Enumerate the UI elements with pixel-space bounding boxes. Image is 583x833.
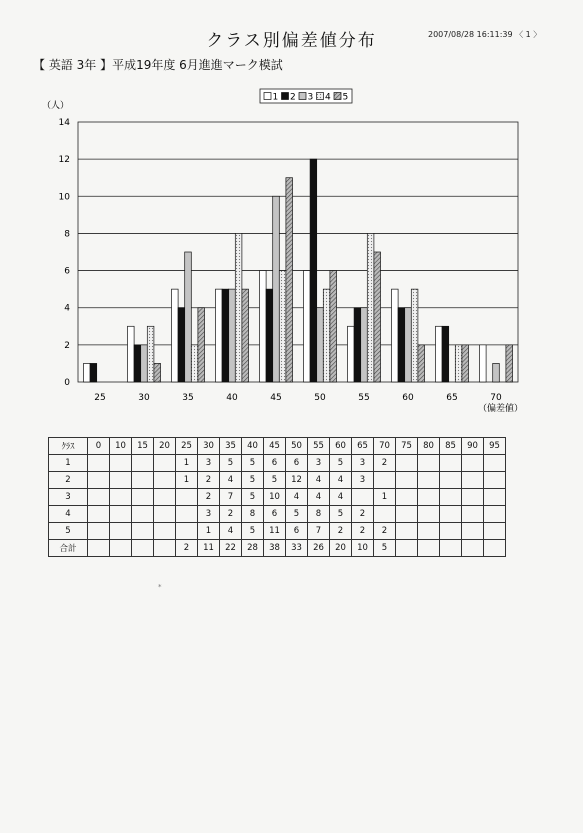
y-tick-label: 2: [64, 340, 70, 351]
table-cell: 2: [352, 523, 374, 540]
histogram-chart: [40, 84, 540, 424]
legend-swatch-2: [282, 93, 289, 100]
score-distribution-table: [48, 437, 506, 557]
bar-class-2-30: [134, 345, 141, 382]
bar-class-2-45: [266, 289, 273, 382]
bar-class-2-40: [222, 289, 229, 382]
page-title: クラス別偏差値分布: [206, 31, 377, 51]
table-cell: [484, 472, 506, 489]
column-header: 60: [330, 438, 352, 455]
row-label: 3: [49, 489, 88, 506]
chart-legend: [260, 89, 352, 103]
table-cell: [396, 455, 418, 472]
table-cell: 2: [176, 540, 198, 557]
table-row: [49, 523, 506, 540]
bar-class-2-50: [310, 159, 317, 382]
table-cell: 12: [286, 472, 308, 489]
bar-class-4-60: [411, 289, 418, 382]
legend-swatch-3: [299, 93, 306, 100]
table-cell: 2: [198, 472, 220, 489]
bar-class-4-45: [279, 271, 286, 382]
bar-class-5-55: [374, 252, 381, 382]
legend-label-3: 3: [307, 92, 314, 103]
table-cell: [396, 540, 418, 557]
table-cell: [88, 506, 110, 523]
table-cell: [396, 506, 418, 523]
table-cell: 2: [198, 489, 220, 506]
table-row: [49, 506, 506, 523]
column-header: 65: [352, 438, 374, 455]
x-tick-label: 25: [94, 393, 106, 403]
bar-class-1-65: [436, 326, 443, 382]
x-tick-label: 65: [446, 393, 458, 403]
table-cell: [110, 506, 132, 523]
column-header: 0: [88, 438, 110, 455]
table-cell: 2: [352, 506, 374, 523]
table-cell: 4: [308, 489, 330, 506]
bar-class-5-60: [418, 345, 425, 382]
y-axis-ticks: [59, 118, 71, 388]
bar-class-5-70: [506, 345, 513, 382]
bar-class-1-55: [348, 326, 355, 382]
bar-class-4-35: [191, 345, 198, 382]
table-cell: [132, 506, 154, 523]
table-cell: [462, 540, 484, 557]
table-cell: 2: [220, 506, 242, 523]
table-cell: 28: [242, 540, 264, 557]
x-tick-label: 70: [490, 393, 502, 403]
column-header: 15: [132, 438, 154, 455]
table-row: [49, 455, 506, 472]
y-tick-label: 6: [64, 266, 70, 277]
table-cell: [110, 455, 132, 472]
table-cell: [462, 506, 484, 523]
table-cell: [132, 540, 154, 557]
table-cell: 11: [264, 523, 286, 540]
legend-label-4: 4: [325, 92, 331, 103]
bar-class-4-50: [323, 289, 330, 382]
bar-class-3-30: [141, 345, 148, 382]
bar-class-4-55: [367, 233, 374, 382]
table-cell: [176, 489, 198, 506]
column-header: 90: [462, 438, 484, 455]
x-tick-label: 40: [226, 393, 238, 403]
table-cell: [440, 489, 462, 506]
table-cell: 5: [374, 540, 396, 557]
bar-class-4-30: [147, 326, 154, 382]
table-cell: 5: [242, 489, 264, 506]
legend-label-5: 5: [342, 92, 349, 103]
table-cell: [462, 489, 484, 506]
table-cell: 4: [330, 472, 352, 489]
row-label: 5: [49, 523, 88, 540]
table-cell: 20: [330, 540, 352, 557]
row-label: 4: [49, 506, 88, 523]
bar-class-3-40: [229, 289, 236, 382]
x-tick-label: 45: [270, 393, 282, 403]
table-cell: [396, 489, 418, 506]
row-label: 1: [49, 455, 88, 472]
bar-class-1-30: [128, 326, 135, 382]
column-header: 70: [374, 438, 396, 455]
table-cell: 10: [352, 540, 374, 557]
table-cell: 5: [264, 472, 286, 489]
bar-class-1-60: [392, 289, 399, 382]
table-cell: [440, 472, 462, 489]
table-cell: [440, 455, 462, 472]
table-cell: 6: [264, 506, 286, 523]
table-cell: 2: [330, 523, 352, 540]
table-cell: [154, 540, 176, 557]
bar-class-1-50: [304, 271, 311, 382]
table-cell: 5: [330, 455, 352, 472]
table-cell: 1: [176, 455, 198, 472]
x-tick-label: 55: [358, 393, 370, 403]
row-label: 合計: [49, 540, 88, 557]
column-header: 20: [154, 438, 176, 455]
bar-class-3-35: [185, 252, 192, 382]
table-cell: [154, 472, 176, 489]
table-cell: [418, 472, 440, 489]
stray-mark: *: [158, 583, 162, 591]
table-cell: [110, 472, 132, 489]
table-row: [49, 472, 506, 489]
bar-class-3-45: [273, 196, 280, 382]
table-cell: 11: [198, 540, 220, 557]
table-cell: 8: [308, 506, 330, 523]
column-header: 50: [286, 438, 308, 455]
table-cell: [462, 472, 484, 489]
table-cell: 6: [286, 455, 308, 472]
column-header: 55: [308, 438, 330, 455]
bar-class-1-45: [260, 271, 267, 382]
bar-class-2-55: [354, 308, 361, 382]
y-axis-unit-label: （人）: [42, 101, 70, 111]
column-header: 95: [484, 438, 506, 455]
table-cell: [88, 455, 110, 472]
bar-class-2-65: [442, 326, 449, 382]
table-cell: 33: [286, 540, 308, 557]
table-cell: 4: [286, 489, 308, 506]
bar-class-5-50: [330, 271, 337, 382]
table-cell: 3: [352, 472, 374, 489]
x-tick-label: 30: [138, 393, 150, 403]
legend-swatch-1: [264, 93, 271, 100]
legend-label-1: 1: [272, 92, 279, 103]
table-cell: 7: [308, 523, 330, 540]
bar-class-1-70: [480, 345, 487, 382]
bar-class-2-25: [90, 363, 97, 382]
column-header: 25: [176, 438, 198, 455]
table-cell: [88, 540, 110, 557]
table-corner-label: ｸﾗｽ: [49, 438, 88, 455]
table-cell: [88, 489, 110, 506]
table-cell: [418, 540, 440, 557]
table-row: [49, 540, 506, 557]
bar-class-2-60: [398, 308, 405, 382]
table-cell: 5: [286, 506, 308, 523]
table-cell: [88, 523, 110, 540]
gridlines: [78, 159, 518, 345]
bar-class-1-40: [216, 289, 223, 382]
bar-class-2-35: [178, 308, 185, 382]
column-header: 85: [440, 438, 462, 455]
table-cell: [154, 489, 176, 506]
legend-label-2: 2: [290, 92, 296, 103]
table-cell: [484, 455, 506, 472]
column-header: 40: [242, 438, 264, 455]
bar-class-5-45: [286, 178, 293, 382]
x-tick-label: 60: [402, 393, 414, 403]
y-tick-label: 4: [64, 303, 70, 314]
table-cell: [176, 523, 198, 540]
column-header: 80: [418, 438, 440, 455]
table-cell: 7: [220, 489, 242, 506]
table-cell: 4: [220, 523, 242, 540]
table-cell: [374, 472, 396, 489]
table-cell: 6: [286, 523, 308, 540]
table-cell: 4: [330, 489, 352, 506]
table-cell: [154, 455, 176, 472]
print-timestamp: 2007/08/28 16:11:39 〈 1 〉: [428, 30, 542, 39]
table-cell: [462, 523, 484, 540]
table-cell: [154, 523, 176, 540]
table-cell: 1: [176, 472, 198, 489]
column-header: 45: [264, 438, 286, 455]
column-header: 10: [110, 438, 132, 455]
column-header: 30: [198, 438, 220, 455]
table-cell: 5: [242, 472, 264, 489]
table-cell: 8: [242, 506, 264, 523]
table-row: [49, 489, 506, 506]
table-cell: 6: [264, 455, 286, 472]
table-cell: [440, 523, 462, 540]
table-cell: 4: [308, 472, 330, 489]
legend-swatch-5: [334, 93, 341, 100]
column-header: 75: [396, 438, 418, 455]
table-cell: [132, 489, 154, 506]
y-tick-label: 12: [58, 155, 70, 166]
bar-class-4-65: [455, 345, 462, 382]
table-cell: [484, 489, 506, 506]
table-cell: [110, 523, 132, 540]
table-cell: 2: [374, 523, 396, 540]
table-cell: [440, 506, 462, 523]
table-cell: [418, 489, 440, 506]
table-cell: 26: [308, 540, 330, 557]
bar-class-3-55: [361, 308, 368, 382]
bar-class-3-50: [317, 308, 324, 382]
table-cell: 38: [264, 540, 286, 557]
table-cell: [176, 506, 198, 523]
bar-class-3-70: [493, 363, 500, 382]
y-tick-label: 10: [58, 192, 70, 203]
table-header-row: [49, 438, 506, 455]
row-label: 2: [49, 472, 88, 489]
table-cell: [418, 455, 440, 472]
table-cell: 3: [198, 506, 220, 523]
table-cell: 1: [374, 489, 396, 506]
bar-class-3-60: [405, 308, 412, 382]
table-cell: [484, 523, 506, 540]
table-cell: 5: [242, 523, 264, 540]
table-cell: [352, 489, 374, 506]
table-cell: [154, 506, 176, 523]
table-cell: [132, 472, 154, 489]
table-cell: 4: [220, 472, 242, 489]
x-axis-ticks: [94, 393, 502, 403]
table-cell: [484, 506, 506, 523]
table-cell: [110, 540, 132, 557]
bar-class-1-35: [172, 289, 179, 382]
table-cell: 3: [352, 455, 374, 472]
y-tick-label: 0: [64, 378, 70, 388]
bar-class-5-30: [154, 363, 161, 382]
table-cell: [132, 523, 154, 540]
table-cell: [396, 472, 418, 489]
table-cell: 22: [220, 540, 242, 557]
table-cell: [484, 540, 506, 557]
column-header: 35: [220, 438, 242, 455]
table-cell: 1: [198, 523, 220, 540]
table-cell: 10: [264, 489, 286, 506]
table-cell: [440, 540, 462, 557]
table-cell: [396, 523, 418, 540]
table-cell: 5: [220, 455, 242, 472]
bar-class-5-65: [462, 345, 469, 382]
bar-class-5-40: [242, 289, 249, 382]
x-tick-label: 35: [182, 393, 194, 403]
bar-class-4-40: [235, 233, 242, 382]
bar-class-1-25: [84, 363, 91, 382]
table-cell: [88, 472, 110, 489]
table-cell: 5: [242, 455, 264, 472]
y-tick-label: 8: [64, 229, 70, 240]
report-subtitle: 【 英語 3年 】平成19年度 6月進進マーク模試: [33, 58, 283, 72]
table-cell: 5: [330, 506, 352, 523]
plot-area: [78, 122, 518, 382]
table-cell: [374, 506, 396, 523]
table-cell: [110, 489, 132, 506]
bar-class-5-35: [198, 308, 205, 382]
legend-swatch-4: [317, 93, 324, 100]
x-axis-unit-label: （偏差値）: [478, 404, 524, 414]
table-cell: [462, 455, 484, 472]
table-cell: [132, 455, 154, 472]
x-tick-label: 50: [314, 393, 326, 403]
table-cell: [418, 506, 440, 523]
y-tick-label: 14: [58, 118, 70, 128]
table-cell: 3: [308, 455, 330, 472]
table-cell: 3: [198, 455, 220, 472]
table-cell: [418, 523, 440, 540]
table-cell: 2: [374, 455, 396, 472]
